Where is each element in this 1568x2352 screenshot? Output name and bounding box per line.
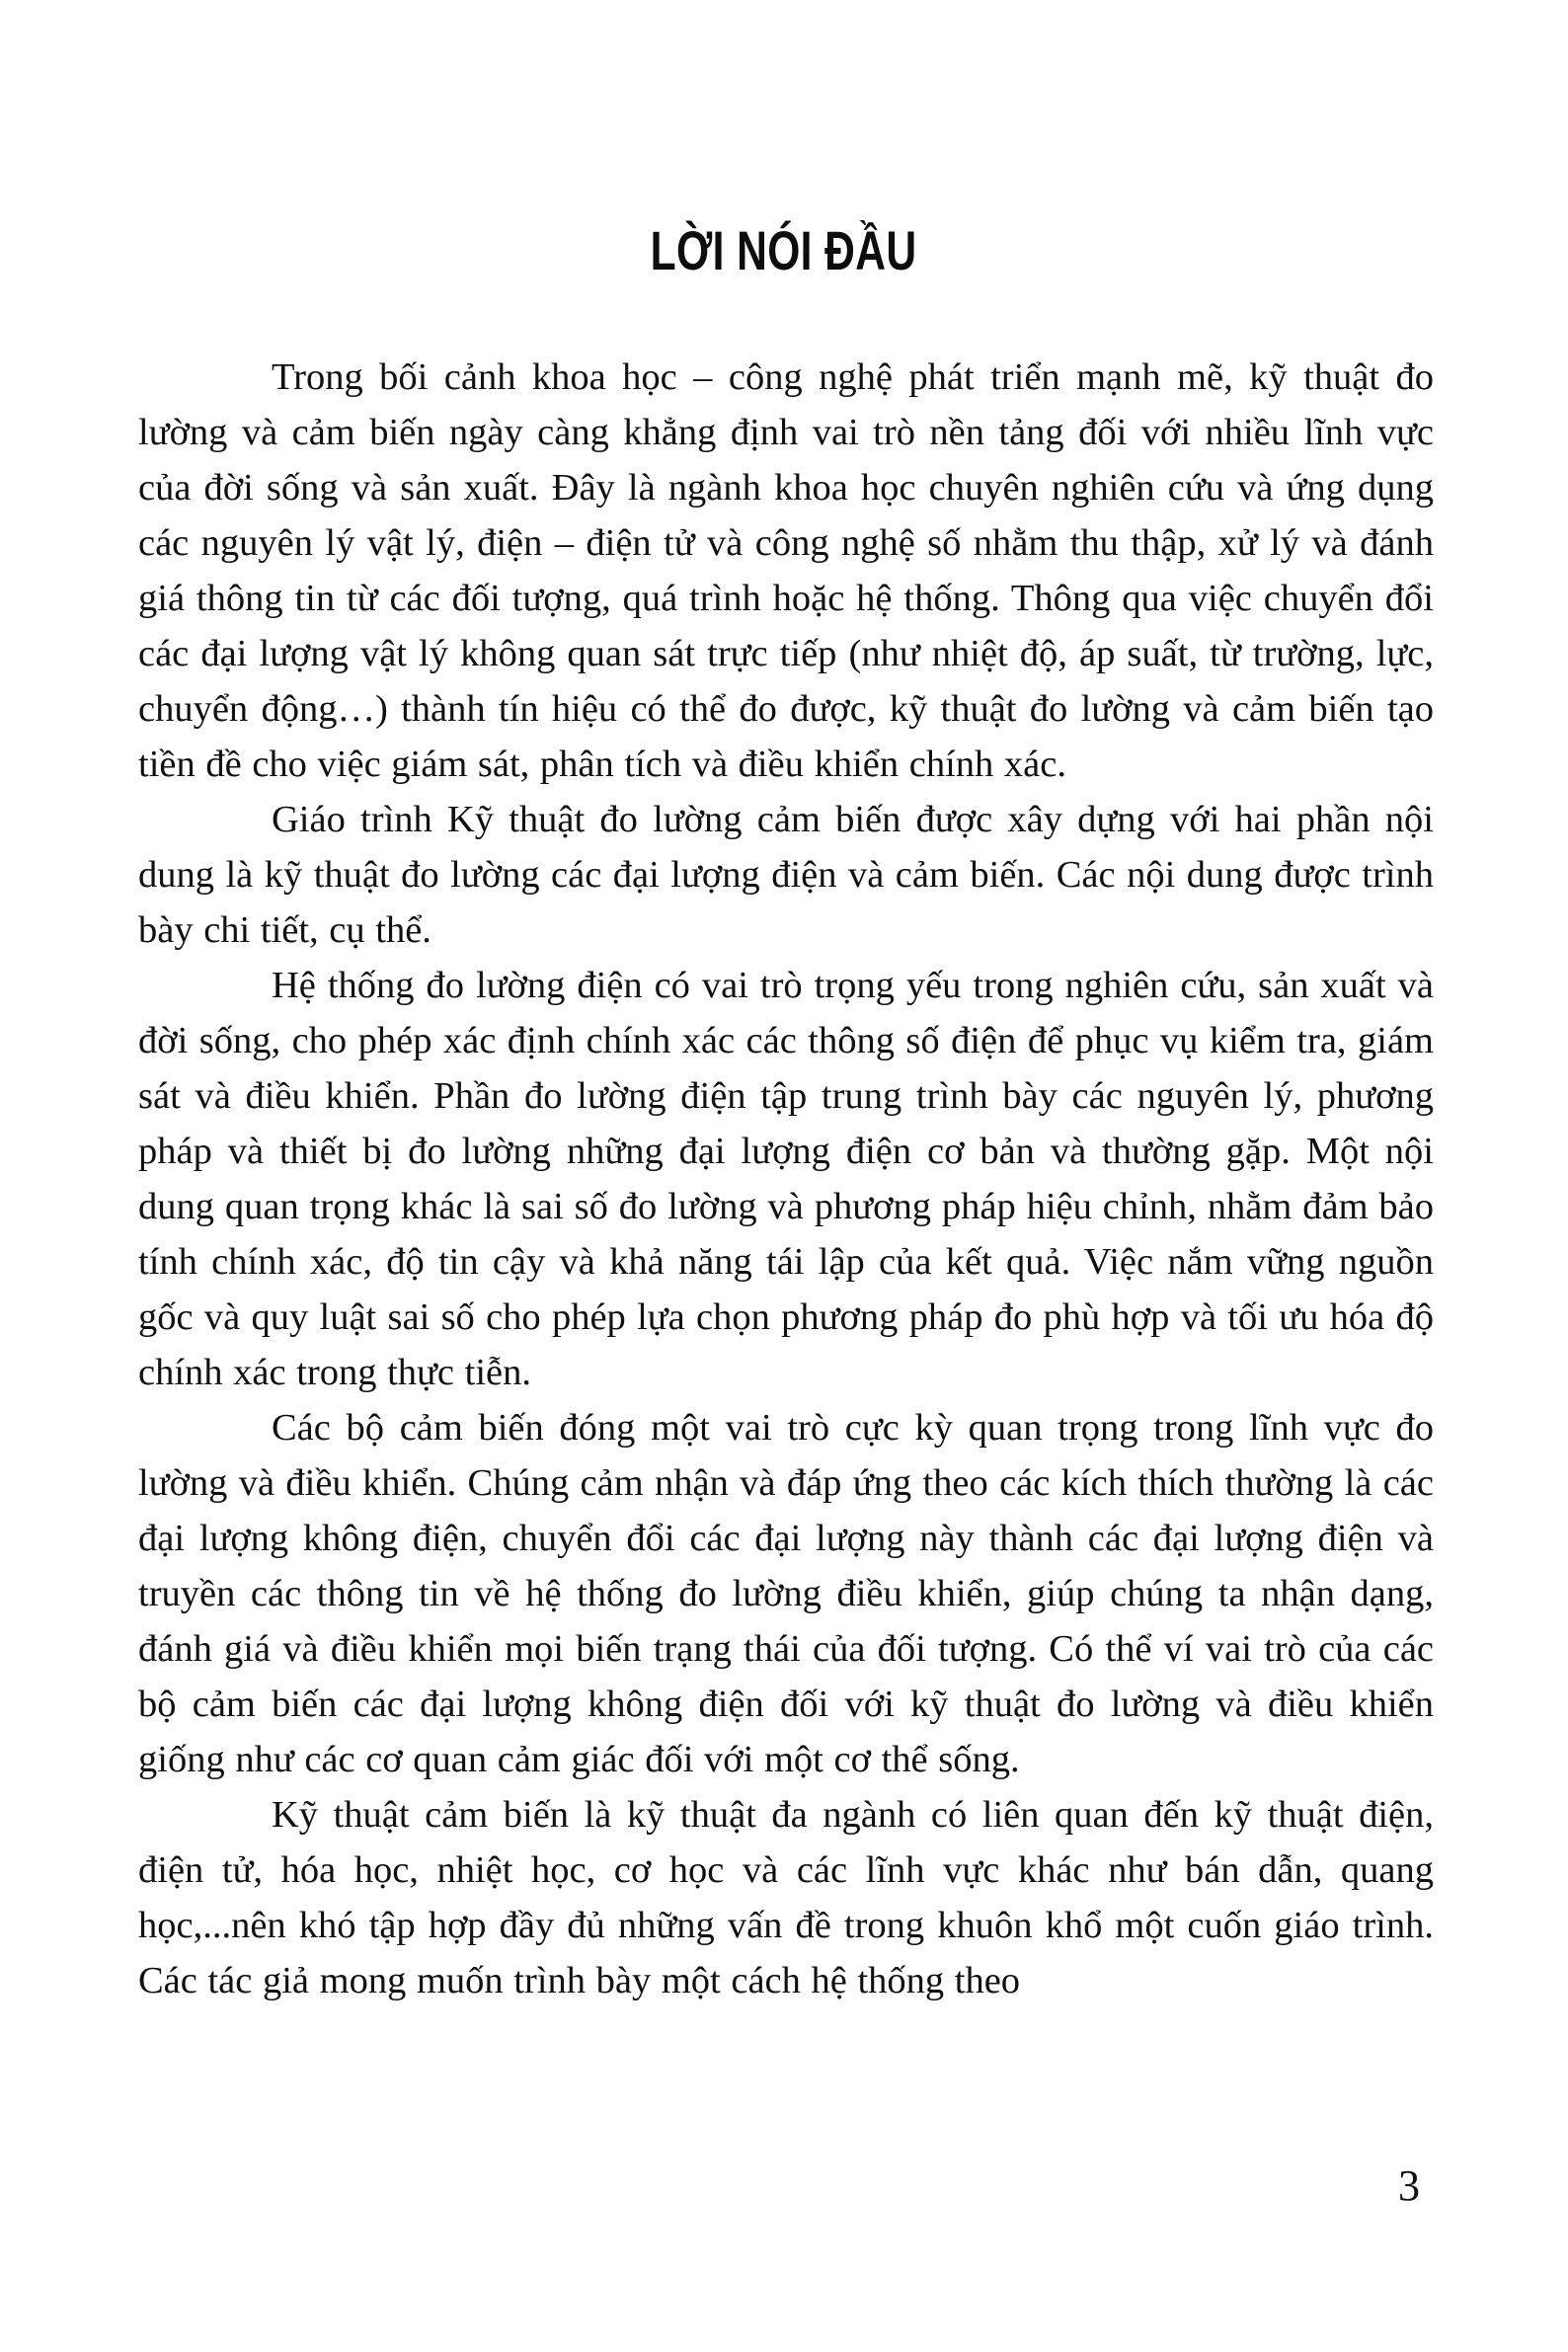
page-number: 3 [1398,2161,1420,2210]
paragraph: Các bộ cảm biến đóng một vai trò cực kỳ quan trọng trong lĩnh vực đo lường và điều khiển. Chúng cảm nhận và đáp ứng theo các kích thích thường là các đại lượng không điện, chuyển đổi các đại lượng này thành các đại lượng điện và truyền các thông tin về hệ thống đo lường điều khiển, giúp chúng ta nhận dạng, đánh giá và điều khiển mọi biến trạng thái của đối tượng. Có thể ví vai trò của các bộ cảm biến các đại lượng không điện đối với kỹ thuật đo lường và điều khiển giống như các cơ quan cảm giác đối với một cơ thể sống. [138,1407,1434,1780]
page-title-text: LỜI NÓI ĐẦU [651,218,917,281]
paragraph: Giáo trình Kỹ thuật đo lường cảm biến được xây dựng với hai phần nội dung là kỹ thuật đo lường các đại lượng điện và cảm biến. Các nội dung được trình bày chi tiết, cụ thể. [138,799,1434,951]
preface-body [138,350,1434,2008]
paragraph: Kỹ thuật cảm biến là kỹ thuật đa ngành có liên quan đến kỹ thuật điện, điện tử, hóa học, nhiệt học, cơ học và các lĩnh vực khác như bán dẫn, quang học,...nên khó tập hợp đầy đủ những vấn đề trong khuôn khổ một cuốn giáo trình. Các tác giả mong muốn trình bày một cách hệ thống theo [138,1794,1434,2001]
page-title [0,219,1568,282]
paragraph: Hệ thống đo lường điện có vai trò trọng yếu trong nghiên cứu, sản xuất và đời sống, cho phép xác định chính xác các thông số điện để phục vụ kiểm tra, giám sát và điều khiển. Phần đo lường điện tập trung trình bày các nguyên lý, phương pháp và thiết bị đo lường những đại lượng điện cơ bản và thường gặp. Một nội dung quan trọng khác là sai số đo lường và phương pháp hiệu chỉnh, nhằm đảm bảo tính chính xác, độ tin cậy và khả năng tái lập của kết quả. Việc nắm vững nguồn gốc và quy luật sai số cho phép lựa chọn phương pháp đo phù hợp và tối ưu hóa độ chính xác trong thực tiễn. [138,965,1434,1393]
paragraph: Trong bối cảnh khoa học – công nghệ phát triển mạnh mẽ, kỹ thuật đo lường và cảm biến ngày càng khẳng định vai trò nền tảng đối với nhiều lĩnh vực của đời sống và sản xuất. Đây là ngành khoa học chuyên nghiên cứu và ứng dụng các nguyên lý vật lý, điện – điện tử và công nghệ số nhằm thu thập, xử lý và đánh giá thông tin từ các đối tượng, quá trình hoặc hệ thống. Thông qua việc chuyển đổi các đại lượng vật lý không quan sát trực tiếp (như nhiệt độ, áp suất, từ trường, lực, chuyển động…) thành tín hiệu có thể đo được, kỹ thuật đo lường và cảm biến tạo tiền đề cho việc giám sát, phân tích và điều khiển chính xác. [138,356,1434,785]
